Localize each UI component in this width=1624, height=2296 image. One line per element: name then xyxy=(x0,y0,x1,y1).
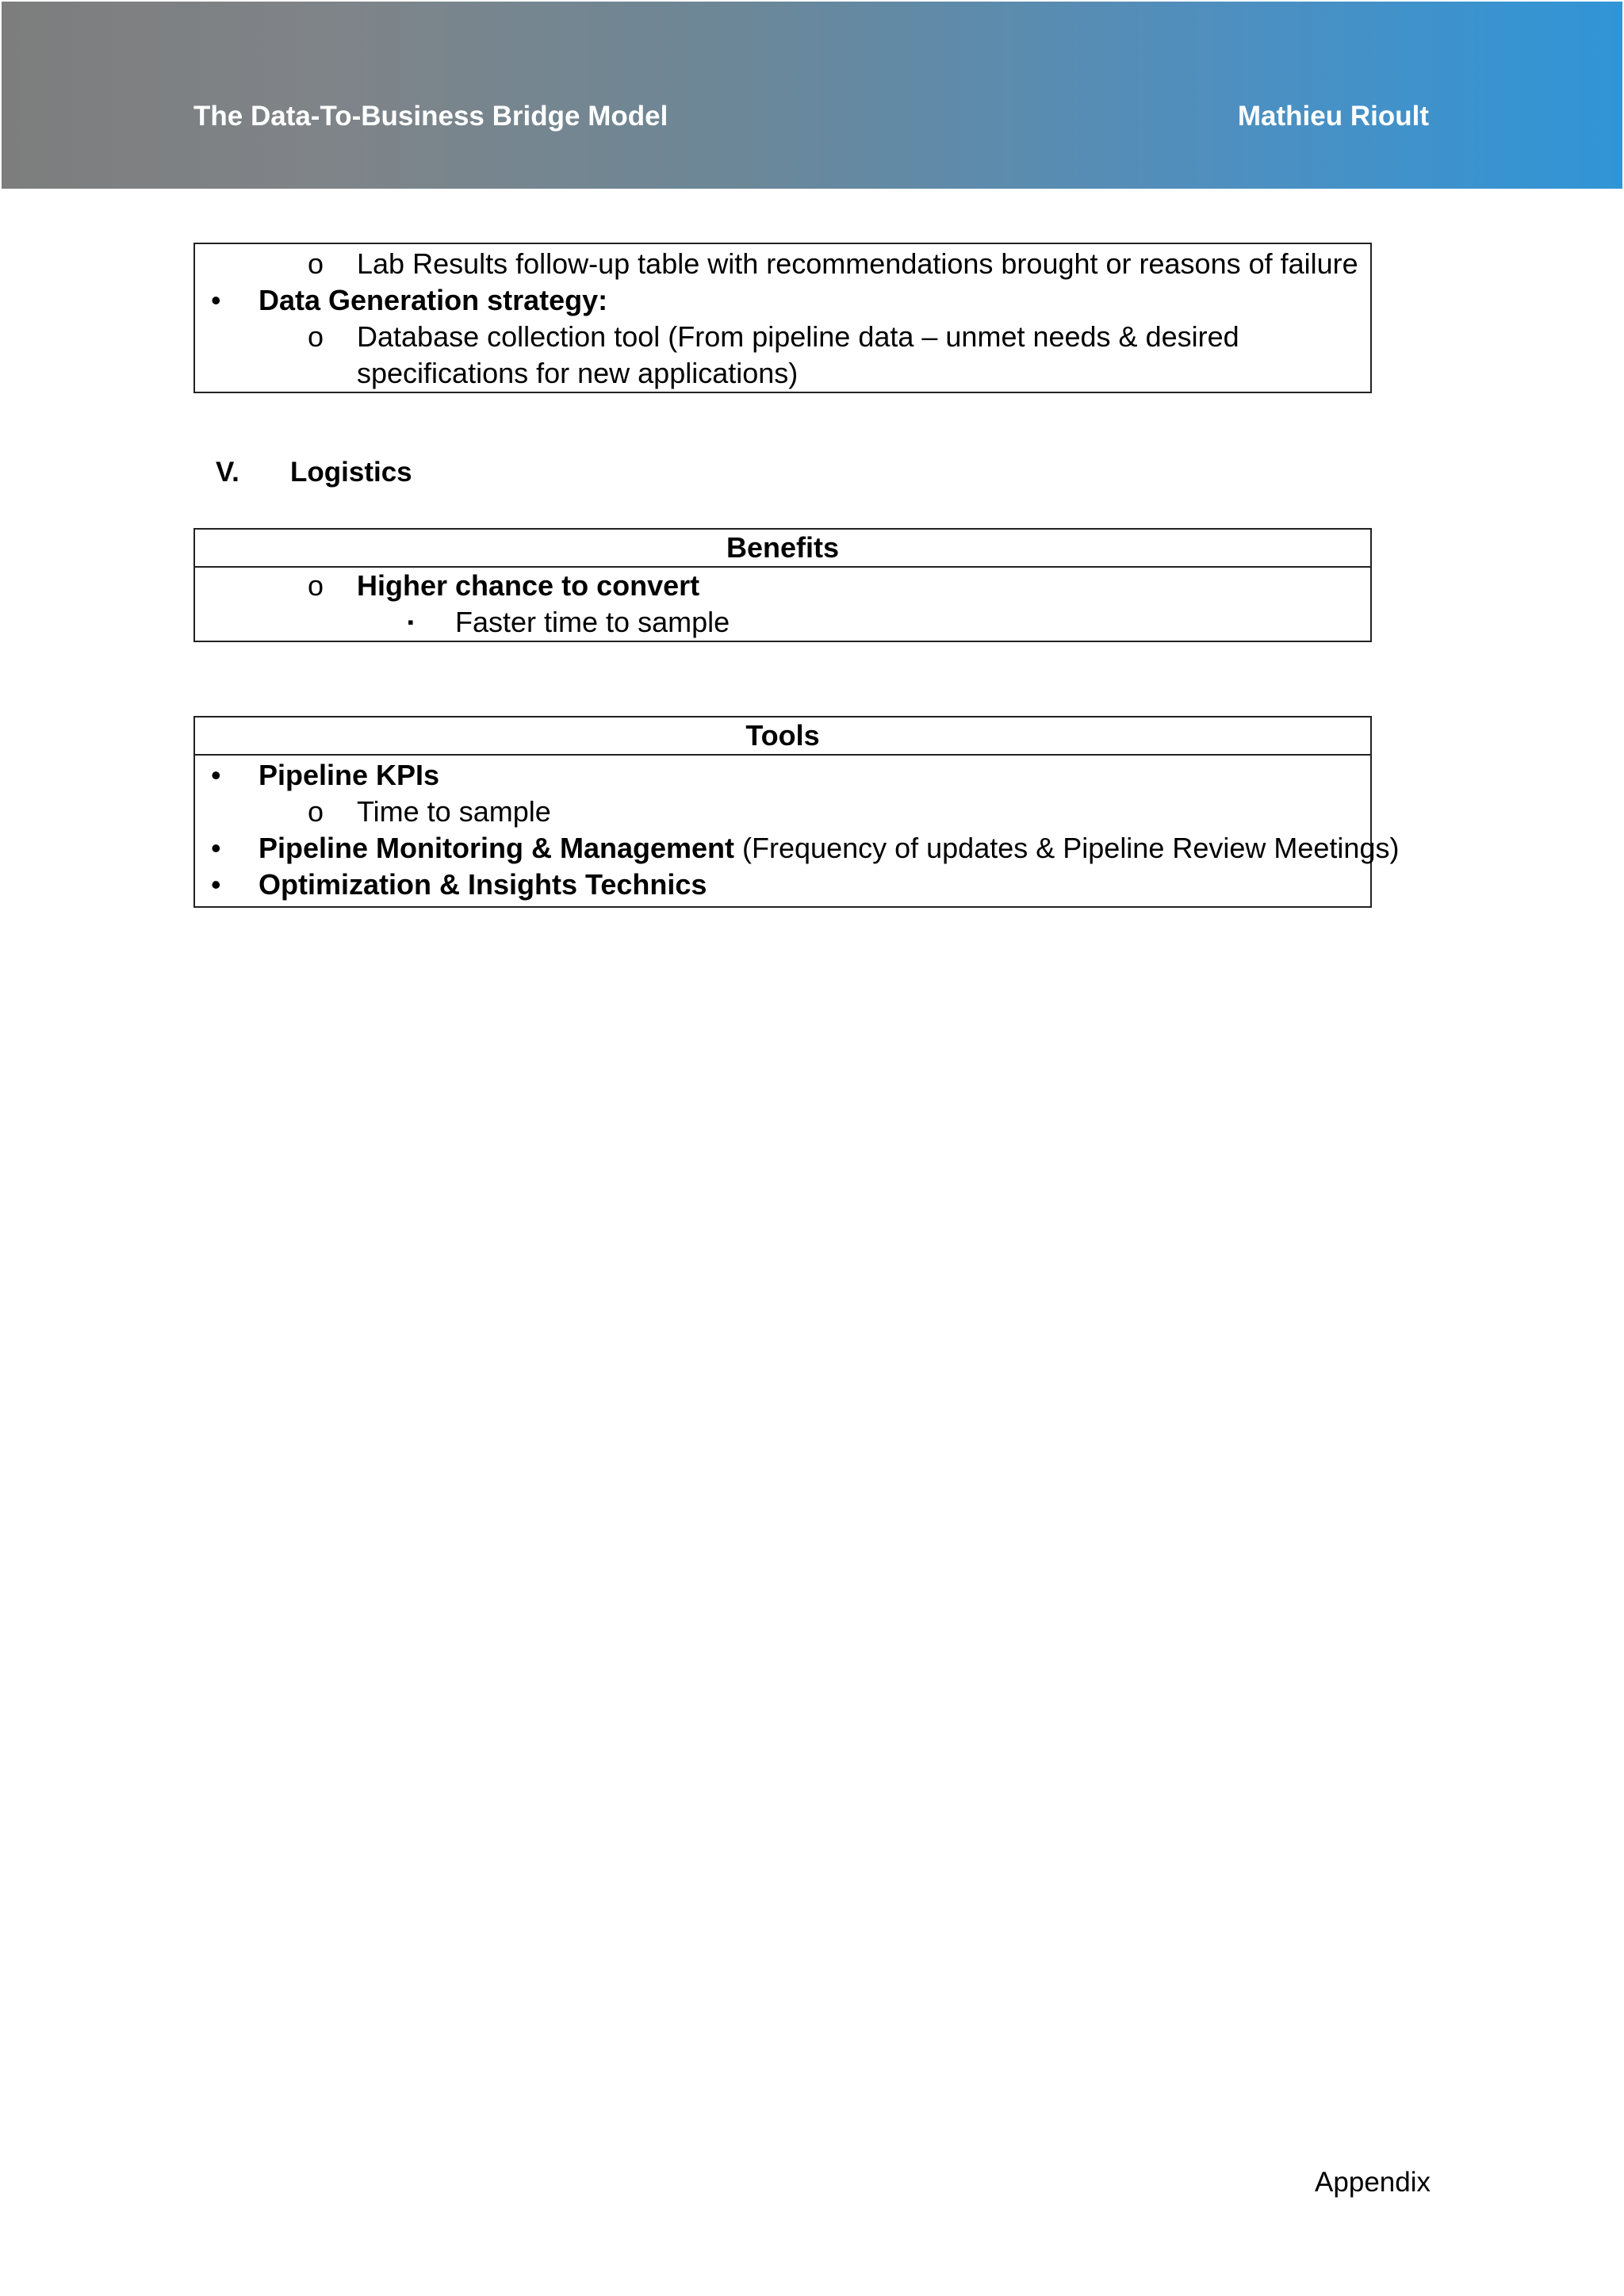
list-item-heading: Data Generation strategy: xyxy=(259,284,608,316)
list-item-text: Faster time to sample xyxy=(455,606,730,638)
list-item xyxy=(195,830,1400,867)
circle-bullet-icon: o xyxy=(308,795,324,828)
list-item xyxy=(195,319,1370,355)
list-item-detail: (Frequency of updates & Pipeline Review Meetings) xyxy=(734,832,1400,864)
list-item-continuation xyxy=(195,355,1370,392)
circle-bullet-icon: o xyxy=(308,320,324,353)
tools-table xyxy=(193,716,1400,908)
circle-bullet-icon: o xyxy=(308,247,324,280)
list-item-heading: Pipeline KPIs xyxy=(259,759,440,791)
author-name: Mathieu Rioult xyxy=(1237,101,1429,132)
list-item xyxy=(195,282,1370,319)
document-title: The Data-To-Business Bridge Model xyxy=(193,101,668,132)
list-item-text: specifications for new applications) xyxy=(357,357,799,389)
list-item xyxy=(195,794,1370,830)
list-item xyxy=(195,757,1370,794)
bullet-icon: • xyxy=(211,284,221,316)
section-title: Logistics xyxy=(290,457,412,488)
list-item xyxy=(195,604,1370,641)
section-number: V. xyxy=(216,457,239,488)
footer-label: Appendix xyxy=(1315,2167,1431,2198)
bullet-icon: • xyxy=(211,759,221,791)
list-item-heading: Pipeline Monitoring & Management xyxy=(259,832,735,864)
bullet-icon: • xyxy=(211,868,221,901)
list-item-heading: Optimization & Insights Technics xyxy=(259,868,707,901)
benefits-heading: Benefits xyxy=(195,530,1370,568)
benefits-table xyxy=(193,528,1372,642)
page-header xyxy=(2,2,1622,189)
list-item-text xyxy=(259,830,1399,867)
circle-bullet-icon: o xyxy=(308,569,324,602)
list-item-text: Lab Results follow-up table with recommendations brought or reasons of failure xyxy=(357,247,1358,280)
list-item-heading: Higher chance to convert xyxy=(357,569,700,602)
bullet-icon: • xyxy=(211,832,221,864)
continuation-table xyxy=(193,243,1372,393)
list-item xyxy=(195,568,1370,604)
list-item-text: Time to sample xyxy=(357,795,551,828)
square-bullet-icon: ▪ xyxy=(408,612,414,632)
list-item-text: Database collection tool (From pipeline data – unmet needs & desired xyxy=(357,320,1239,353)
list-item xyxy=(195,246,1370,282)
tools-heading: Tools xyxy=(195,718,1370,756)
list-item xyxy=(195,867,1370,903)
